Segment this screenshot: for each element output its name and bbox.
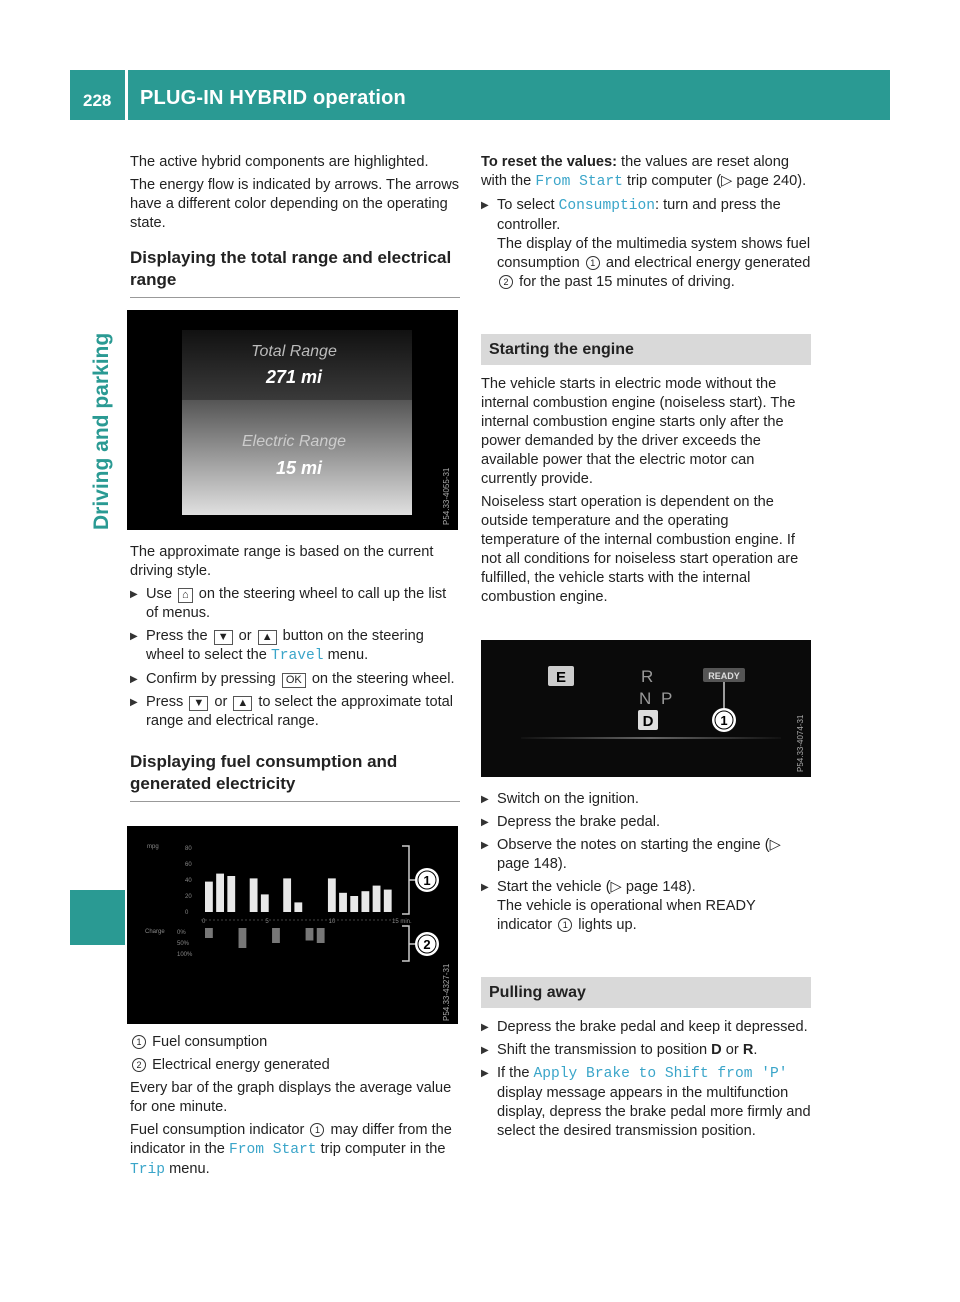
intro-text-2: The energy flow is indicated by arrows. The arrows have a different color depending on the operating state.: [130, 177, 460, 231]
y-tick-label: 20: [185, 894, 192, 900]
bullet-ignition: ▶ Switch on the ignition.: [481, 790, 811, 809]
intro-text-1: The active hybrid components are highlighted.: [130, 154, 429, 170]
legend-item-1: 1 Fuel consumption: [130, 1033, 460, 1052]
fuel-indicator-text: Fuel consumption indicator 1 may differ from the indicator in the From Start trip computer in the Trip menu.: [130, 1122, 452, 1178]
ready-indicator: READY: [708, 671, 740, 681]
charge-bar: [272, 928, 280, 943]
page-number-box: [70, 70, 125, 120]
bullet-shift: ▶ Shift the transmission to position D or R.: [481, 1041, 811, 1060]
right-column: [481, 153, 811, 611]
down-arrow-icon: ▼: [189, 696, 208, 711]
right-column-2: [481, 790, 811, 1145]
y-tick-label: 60: [185, 862, 192, 868]
heading-starting-engine: Starting the engine: [481, 334, 811, 365]
legend-item-2: 2 Electrical energy generated: [130, 1056, 460, 1075]
gear-r: R: [641, 667, 654, 686]
heading-fuel: Displaying fuel consumption and generated electricity: [130, 752, 398, 793]
callout-1-label: 1: [423, 873, 431, 888]
bullet-use-home: ▶ Use ⌂ on the steering wheel to call up the list of menus.: [130, 585, 460, 623]
menu-from-start-reset: From Start: [535, 174, 623, 190]
ready-display-graphic: [481, 640, 811, 777]
charge-tick-label: 0%: [177, 930, 186, 936]
ready-display-image: [481, 640, 811, 777]
left-column: [130, 153, 460, 308]
bullet-select-range: ▶ Press ▼ or ▲ to select the approximate total range and electrical range.: [130, 693, 460, 731]
ready-callout: 1: [720, 713, 728, 728]
total-range-label: Total Range: [251, 343, 337, 360]
fuel-bar: [384, 890, 392, 912]
bullet-confirm: ▶ Confirm by pressing OK on the steering wheel.: [130, 670, 460, 689]
fuel-bar: [373, 886, 381, 912]
start-text-1: The vehicle starts in electric mode without the internal combustion engine (noiseless start). The internal combustion engine starts only after the power demanded by the driver exceeds the available power that the electric motor can currently provide.: [481, 376, 796, 487]
fuel-bar: [294, 902, 302, 912]
chart-unit-bottom: Charge: [145, 929, 165, 935]
menu-travel: Travel: [270, 648, 324, 664]
side-tab-label: Driving and parking: [90, 332, 113, 530]
fuel-bar: [361, 891, 369, 912]
range-display-image: [127, 310, 458, 530]
bullet-depress-brake: ▶ Depress the brake pedal and keep it depressed.: [481, 1018, 811, 1037]
bullet-brake: ▶ Depress the brake pedal.: [481, 813, 811, 832]
left-column-2: [130, 543, 460, 812]
chart-unit-top: mpg: [147, 844, 159, 850]
bullet-observe: ▶ Observe the notes on starting the engine (▷ page 148).: [481, 836, 811, 874]
x-tick-label: 15 min.: [392, 919, 412, 925]
fuel-bar: [350, 896, 358, 912]
y-tick-label: 0: [185, 910, 189, 916]
charge-bar: [317, 928, 325, 943]
y-tick-label: 40: [185, 878, 192, 884]
x-tick-label: 0: [202, 919, 206, 925]
charge-bar: [205, 928, 213, 938]
range-display-graphic: [127, 310, 458, 530]
x-tick-label: 5: [265, 919, 269, 925]
page-header: [70, 70, 890, 120]
heading-range: Displaying the total range and electrical range: [130, 248, 452, 289]
avg-text: Every bar of the graph displays the average value for one minute.: [130, 1080, 452, 1115]
y-tick-label: 80: [185, 846, 192, 852]
ok-icon: OK: [282, 673, 306, 688]
bullet-select-consumption: ▶ To select Consumption: turn and press the controller. The display of the multimedia system shows fuel consumption 1 and electrical energy generated 2 for the past 15 minutes of driving.: [481, 196, 811, 292]
bullet-press-button: ▶ Press the ▼ or ▲ button on the steering wheel to select the Travel menu.: [130, 627, 460, 666]
down-arrow-icon: ▼: [214, 630, 233, 645]
charge-tick-label: 100%: [177, 952, 193, 958]
consumption-chart: [127, 826, 458, 1024]
bullet-start: ▶ Start the vehicle (▷ page 148). The vehicle is operational when READY indicator 1 lights up.: [481, 878, 811, 935]
charge-bar: [239, 928, 247, 948]
range-text: The approximate range is based on the current driving style.: [130, 544, 434, 579]
home-icon: ⌂: [178, 588, 193, 603]
fuel-bar: [250, 878, 258, 912]
fuel-bar: [283, 878, 291, 912]
fuel-bar: [328, 878, 336, 912]
gear-n: N: [639, 689, 652, 708]
menu-trip: Trip: [130, 1162, 166, 1178]
up-arrow-icon: ▲: [258, 630, 277, 645]
figure-code: P54.33-4055-31: [442, 467, 451, 525]
total-range-value: 271 mi: [265, 367, 323, 387]
section-title-box: [128, 70, 890, 120]
gear-d: D: [642, 713, 654, 730]
fuel-bar: [216, 874, 224, 912]
fuel-bar: [261, 894, 269, 912]
bullet-apply-brake: ▶ If the Apply Brake to Shift from 'P' display message appears in the multifunction display, depress the brake pedal more firmly and select the desired transmission position.: [481, 1064, 811, 1141]
page-number: 228: [83, 91, 112, 110]
ready-figure-code: P54.33-4074-31: [796, 714, 805, 772]
electric-range-label: Electric Range: [241, 433, 347, 450]
callout-2-label: 2: [423, 937, 431, 952]
gear-p: P: [661, 689, 673, 708]
fuel-bar: [205, 882, 213, 912]
section-title: PLUG-IN HYBRID operation: [140, 87, 406, 109]
electric-range-value: 15 mi: [275, 458, 323, 478]
heading-pulling-away: Pulling away: [481, 977, 811, 1008]
mode-e: E: [555, 669, 567, 686]
message-apply-brake: Apply Brake to Shift from 'P': [533, 1066, 788, 1082]
fuel-bar: [339, 893, 347, 912]
menu-consumption: Consumption: [558, 198, 655, 214]
side-tab-marker: [70, 890, 125, 945]
charge-tick-label: 50%: [177, 941, 190, 947]
charge-bar: [306, 928, 314, 941]
left-column-3: [130, 1033, 460, 1184]
reset-text: To reset the values: the values are reset along with the From Start trip computer (▷ page 240).: [481, 154, 807, 190]
chart-figure-code: P54.33-4327-31: [442, 963, 451, 1021]
up-arrow-icon: ▲: [233, 696, 252, 711]
consumption-chart-image: [127, 826, 458, 1024]
x-tick-label: 10: [328, 919, 336, 925]
start-text-2: Noiseless start operation is dependent on the outside temperature and the operating temperature of the internal combustion engine. If not all conditions for noiseless start operation are fulfilled, the vehicle starts with the internal combustion engine.: [481, 494, 799, 605]
menu-from-start: From Start: [228, 1142, 317, 1158]
fuel-bar: [227, 876, 235, 912]
